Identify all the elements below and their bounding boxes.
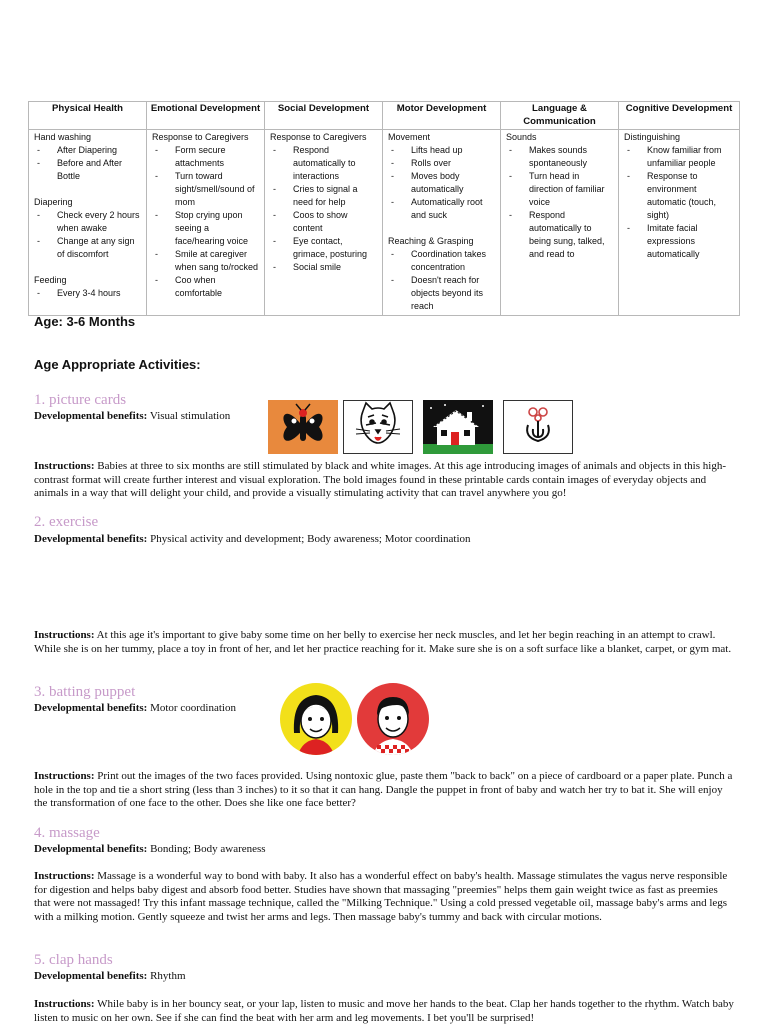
list-item-text: Social smile [293,262,342,272]
activity-benefits [34,843,266,855]
list-item [506,144,615,170]
list-item-text: Form secure attachments [175,145,226,168]
column-header: Physical Health [29,102,147,130]
benefits-label: Developmental benefits: [34,970,148,982]
column-header: Motor Development [383,102,501,130]
dash-bullet: - [627,223,630,233]
list-item [624,144,736,170]
activity-title: 4. massage [34,825,100,841]
section-heading: Diapering [34,197,73,207]
list-item [152,144,261,170]
benefits-label: Developmental benefits: [34,702,148,714]
instructions-label: Instructions: [34,460,95,472]
activity-instructions [34,998,734,1025]
section-heading: Feeding [34,275,67,285]
cell-section [624,131,736,261]
list-item [388,157,497,170]
activity-title: 3. batting puppet [34,684,136,700]
cell-section [34,131,143,183]
list-item-text: Coo when comfortable [175,275,223,298]
list-item [34,157,143,183]
boy-face-icon [357,683,429,755]
cell-section [34,274,143,300]
dash-bullet: - [391,145,394,155]
list-item [152,248,261,274]
section-heading: Response to Caregivers [152,132,249,142]
list-item [270,183,379,209]
table-cell [383,130,501,316]
list-item [34,144,143,157]
column-header: Social Development [265,102,383,130]
table-cell [29,130,147,316]
list-item-text: Makes sounds spontaneously [529,145,588,168]
column-header: Cognitive Development [619,102,740,130]
list-item [270,235,379,261]
cell-section [34,196,143,261]
dash-bullet: - [273,236,276,246]
list-item-text: Stop crying upon seeing a face/hearing voice [175,210,249,246]
list-item [270,261,379,274]
list-item [388,144,497,157]
benefits-label: Developmental benefits: [34,533,148,545]
activities-heading: Age Appropriate Activities: [34,357,201,372]
list-item [388,248,497,274]
dash-bullet: - [273,145,276,155]
column-header: Emotional Development [147,102,265,130]
table-header-row [29,102,740,130]
dash-bullet: - [391,197,394,207]
dash-bullet: - [391,171,394,181]
instructions-text: At this age it's important to give baby some time on her belly to exercise her neck muscles, and let her begin reaching in an attempt to crawl. While she is on her tummy, place a toy in front of her, and let her practice reaching for it. Make sure she is on a soft surface like a blanket, carpet, or gym mat. [34,629,732,655]
cell-section [388,235,497,313]
list-item-text: After Diapering [57,145,118,155]
list-item-text: Respond automatically to interactions [293,145,356,181]
list-item-text: Change at any sign of discomfort [57,236,135,259]
table-cell [501,130,619,316]
cell-section [270,131,379,274]
instructions-text: Babies at three to six months are still stimulated by black and white images. At this age introducing images of animals and objects in this high-contrast format will create further interest and visual exploration. The bold images found in these printable cards contain images of everyday objects and animals in a way that will delight your child, and provide a visually stimulating activity that can travel anywhere you go! [34,460,726,499]
instructions-label: Instructions: [34,770,95,782]
section-heading: Hand washing [34,132,92,142]
instructions-text: Massage is a wonderful way to bond with baby. It also has a wonderful effect on baby's health. Massage stimulates the vagus nerve responsible for digestion and helps baby digest and absorb food better. Studies have shown that massaging "preemies" helps them gain weight twice as fast as preemies that were not massaged! Try this infant massage technique, called the "Milking Technique." Using a cold pressed vegetable oil, massage baby's arms and legs with a milking motion. Gently squeeze and twist her arms and legs. Then massage baby's tummy and back with circular motions. [34,870,728,923]
dash-bullet: - [509,210,512,220]
dash-bullet: - [391,249,394,259]
table-row [29,130,740,316]
activity-benefits [34,970,186,982]
list-item [152,170,261,209]
list-item-text: Cries to signal a need for help [293,184,358,207]
list-item-text: Respond automatically to being sung, talked, and read to [529,210,605,259]
dash-bullet: - [155,145,158,155]
list-item-text: Doesn't reach for objects beyond its reach [411,275,484,311]
list-item [34,235,143,261]
development-table [28,101,740,316]
benefits-label: Developmental benefits: [34,843,148,855]
list-item-text: Know familiar from unfamiliar people [647,145,722,168]
cell-section [388,131,497,222]
benefits-text: Physical activity and development; Body awareness; Motor coordination [150,533,471,545]
list-item [388,274,497,313]
list-item [624,170,736,222]
dash-bullet: - [627,171,630,181]
benefits-text: Motor coordination [150,702,236,714]
section-heading: Response to Caregivers [270,132,367,142]
activity-instructions [34,629,734,656]
list-item [270,144,379,183]
list-item [152,274,261,300]
dash-bullet: - [509,171,512,181]
list-item-text: Response to environment automatic (touch, sight) [647,171,717,220]
dash-bullet: - [37,145,40,155]
girl-face-icon [280,683,352,755]
section-heading: Distinguishing [624,132,681,142]
instructions-text: Print out the images of the two faces provided. Using nontoxic glue, paste them "back to back" on a piece of cardboard or a paper plate. Punch a hole in the top and tie a short string (less than 3 inches) to it so that it can hang. Dangle the puppet in front of baby and watch her try to bat it. She will enjoy the transformation of one face to the other. Does she like one face better? [34,770,733,809]
list-item [624,222,736,261]
list-item-text: Eye contact, grimace, posturing [293,236,368,259]
butterfly-card-icon [268,400,338,454]
activity-benefits [34,702,236,714]
benefits-text: Bonding; Body awareness [150,843,266,855]
dash-bullet: - [37,210,40,220]
list-item-text: Check every 2 hours when awake [57,210,140,233]
list-item-text: Automatically root and suck [411,197,483,220]
section-heading: Sounds [506,132,537,142]
table-cell [147,130,265,316]
rattle-card-icon [503,400,573,454]
dash-bullet: - [273,210,276,220]
activity-title: 1. picture cards [34,392,127,408]
list-item-text: Lifts head up [411,145,463,155]
activity-benefits [34,533,471,545]
list-item-text: Before and After Bottle [57,158,123,181]
section-heading: Movement [388,132,431,142]
dash-bullet: - [37,158,40,168]
activity-instructions [34,770,734,811]
instructions-label: Instructions: [34,998,95,1010]
activity-title: 2. exercise [34,514,99,530]
list-item-text: Rolls over [411,158,452,168]
dash-bullet: - [155,249,158,259]
dash-bullet: - [627,145,630,155]
list-item-text: Every 3-4 hours [57,288,121,298]
house-card-icon [423,400,493,454]
list-item [34,287,143,300]
instructions-label: Instructions: [34,629,95,641]
dash-bullet: - [509,145,512,155]
dash-bullet: - [391,275,394,285]
activity-instructions [34,460,734,501]
table-cell [619,130,740,316]
dash-bullet: - [273,262,276,272]
list-item [152,209,261,248]
list-item [388,170,497,196]
list-item [388,196,497,222]
age-label: Age: 3-6 Months [34,314,136,329]
cell-section [506,131,615,261]
list-item [506,209,615,261]
instructions-label: Instructions: [34,870,95,882]
activity-title: 5. clap hands [34,952,113,968]
dash-bullet: - [273,184,276,194]
section-heading: Reaching & Grasping [388,236,474,246]
activity-instructions [34,870,734,924]
list-item [506,170,615,209]
dash-bullet: - [155,171,158,181]
list-item-text: Coos to show content [293,210,348,233]
dash-bullet: - [155,210,158,220]
instructions-text: While baby is in her bouncy seat, or your lap, listen to music and move her hands to the beat. Clap her hands together to the rhythm. Watch baby listen to music on her own. See if she can find the beat with her arm and leg movements. I bet you'll be surprised! [34,998,734,1024]
cat-card-icon [343,400,413,454]
list-item-text: Imitate facial expressions automatically [647,223,700,259]
activity-benefits [34,410,230,422]
list-item-text: Turn head in direction of familiar voice [529,171,605,207]
dash-bullet: - [155,275,158,285]
list-item-text: Moves body automatically [411,171,464,194]
list-item-text: Coordination takes concentration [411,249,487,272]
list-item-text: Smile at caregiver when sang to/rocked [175,249,259,272]
list-item [34,209,143,235]
dash-bullet: - [37,236,40,246]
list-item [270,209,379,235]
benefits-text: Rhythm [150,970,186,982]
column-header: Language & Communication [501,102,619,130]
benefits-text: Visual stimulation [149,410,231,422]
dash-bullet: - [391,158,394,168]
benefits-label: Developmental benefits: [34,410,148,422]
cell-section [152,131,261,300]
list-item-text: Turn toward sight/smell/sound of mom [175,171,255,207]
dash-bullet: - [37,288,40,298]
table-cell [265,130,383,316]
